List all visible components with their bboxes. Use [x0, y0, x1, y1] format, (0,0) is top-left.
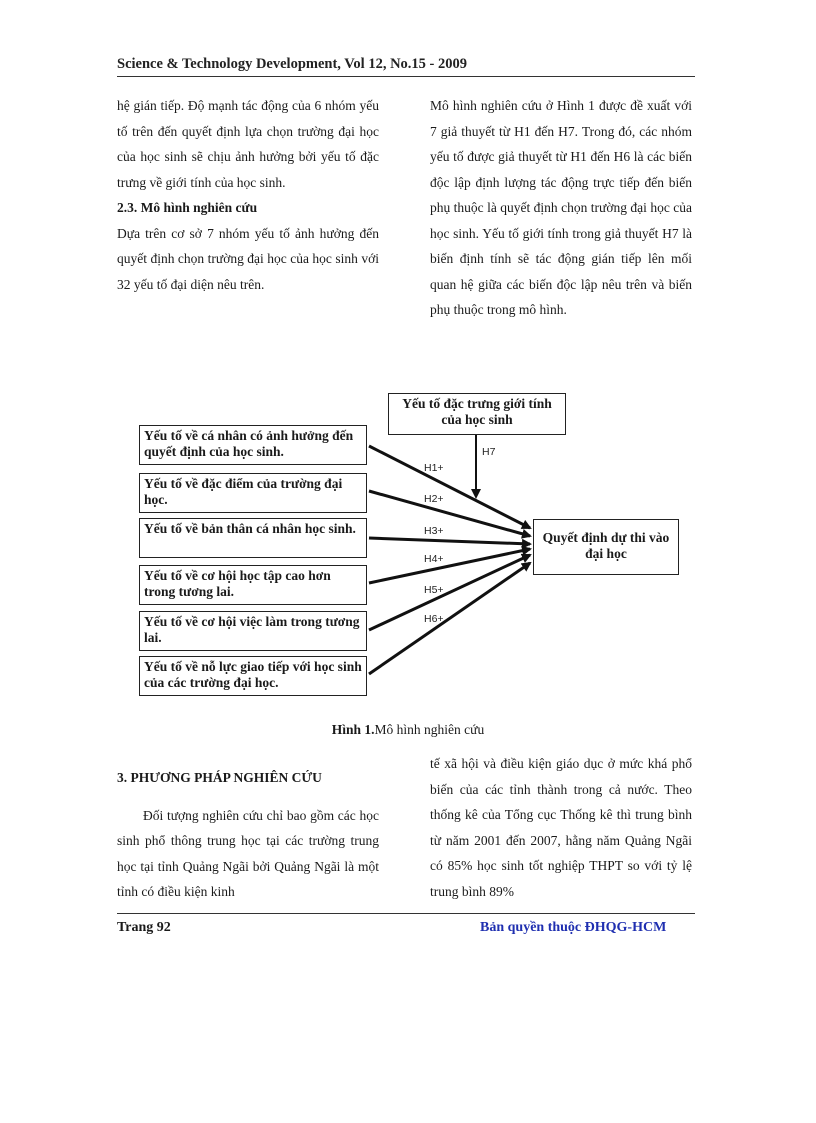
- factor-box-1: Yếu tố về cá nhân có ảnh hưởng đến quyết định của học sinh.: [139, 425, 367, 465]
- hypothesis-label-h3: H3+: [424, 525, 444, 537]
- hypothesis-label-h7: H7: [482, 446, 496, 458]
- footer-rule: [117, 913, 695, 914]
- caption-text: Mô hình nghiên cứu: [374, 722, 485, 737]
- factor-box-5: Yếu tố về cơ hội việc làm trong tương lai.: [139, 611, 367, 651]
- paragraph: Mô hình nghiên cứu ở Hình 1 được đề xuất với 7 giả thuyết từ H1 đến H7. Trong đó, các nhóm yếu tố được giả thuyết từ H1 đến H6 là các biến độc lập định lượng tác động trực tiếp đến biến phụ thuộc là quyết định chọn trường đại học của học sinh. Yếu tố giới tính trong giả thuyết H7 là biến định tính sẽ tác động gián tiếp lên mối quan hệ giữa các biến độc lập nêu trên và biến phụ thuộc trong mô hình.: [430, 98, 692, 317]
- hypothesis-label-h5: H5+: [424, 584, 444, 596]
- paragraph: tế xã hội và điều kiện giáo dục ở mức khá phổ biến của các tỉnh thành trong cả nước. Theo thống kê của Tổng cục Thống kê thì trung bình từ năm 2001 đến 2007, hằng năm Quảng Ngãi có 85% học sinh tốt nghiệp THPT so với tỷ lệ trung bình 89%: [430, 756, 692, 899]
- hypothesis-label-h4: H4+: [424, 553, 444, 565]
- bottom-left-column: [117, 765, 379, 905]
- moderator-box: Yếu tố đặc trưng giới tính của học sinh: [388, 393, 566, 435]
- arrow-h1: [369, 446, 530, 528]
- arrow-h2: [369, 491, 530, 536]
- section-heading: 3. PHƯƠNG PHÁP NGHIÊN CỨU: [117, 770, 322, 785]
- arrow-h3: [369, 538, 530, 544]
- hypothesis-label-h1: H1+: [424, 462, 444, 474]
- running-header: Science & Technology Development, Vol 12, No.15 - 2009: [117, 56, 468, 72]
- factor-box-3: Yếu tố về bản thân cá nhân học sinh.: [139, 518, 367, 558]
- hypothesis-label-h2: H2+: [424, 493, 444, 505]
- paragraph: hệ gián tiếp. Độ mạnh tác động của 6 nhóm yếu tố trên đến quyết định lựa chọn trường đại học của học sinh sẽ chịu ảnh hưởng bởi yếu tố đặc trưng về giới tính của học sinh.: [117, 98, 379, 190]
- hypothesis-label-h6: H6+: [424, 613, 444, 625]
- figure-caption: [0, 722, 816, 738]
- factor-box-6: Yếu tố về nỗ lực giao tiếp với học sinh của các trường đại học.: [139, 656, 367, 696]
- paragraph: Dựa trên cơ sở 7 nhóm yếu tố ảnh hưởng đến quyết định chọn trường đại học của học sinh với 32 yếu tố đại diện nêu trên.: [117, 225, 379, 292]
- factor-box-4: Yếu tố về cơ hội học tập cao hơn trong tương lai.: [139, 565, 367, 605]
- factor-box-2: Yếu tố về đặc điểm của trường đại học.: [139, 473, 367, 513]
- paragraph: Đối tượng nghiên cứu chỉ bao gồm các học sinh phổ thông trung học tại các trường trung học tại tỉnh Quảng Ngãi bởi Quảng Ngãi là một tỉnh có điều kiện kinh: [117, 807, 379, 899]
- page-number: Trang 92: [117, 920, 171, 935]
- copyright-notice: Bản quyền thuộc ĐHQG-HCM: [480, 920, 667, 935]
- outcome-box: Quyết định dự thi vào đại học: [533, 519, 679, 575]
- bottom-right-column: [430, 751, 692, 904]
- caption-label: Hình 1.: [331, 722, 375, 737]
- section-heading: 2.3. Mô hình nghiên cứu: [117, 200, 258, 215]
